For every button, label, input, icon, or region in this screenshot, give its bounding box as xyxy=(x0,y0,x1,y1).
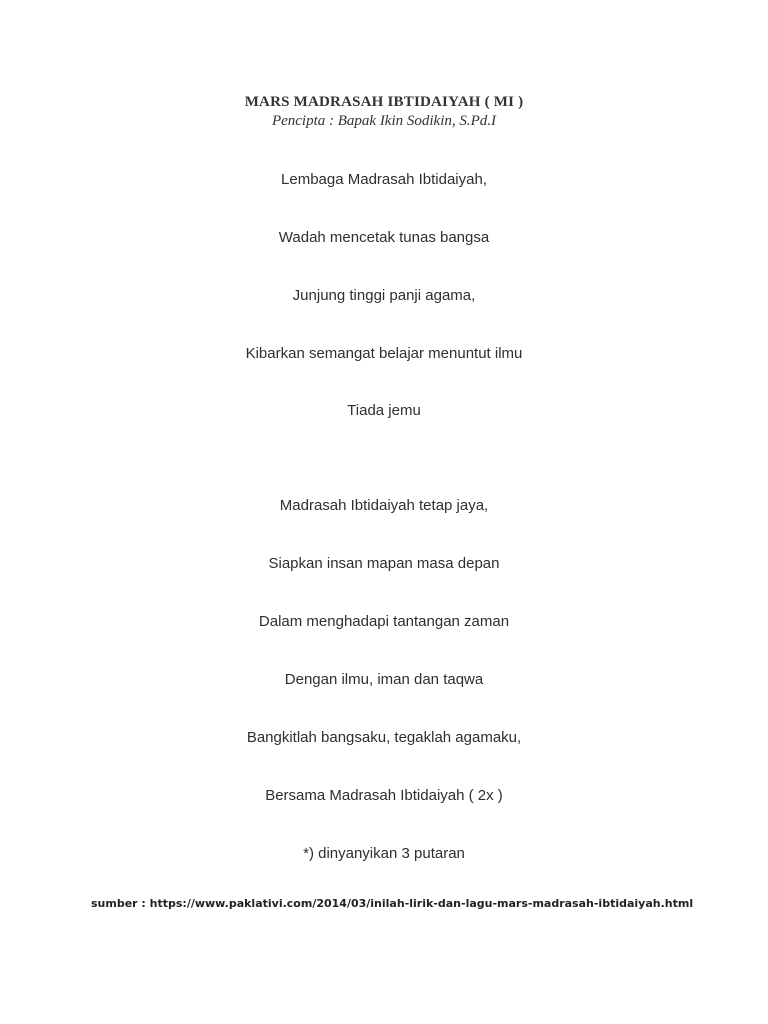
lyric-line: Lembaga Madrasah Ibtidaiyah, xyxy=(281,171,487,188)
lyric-line: Junjung tinggi panji agama, xyxy=(292,287,476,304)
lyric-line: Bersama Madrasah Ibtidaiyah ( 2x ) xyxy=(265,787,503,804)
lyric-line: Dalam menghadapi tantangan zaman xyxy=(258,613,510,630)
lyric-line: *) dinyanyikan 3 putaran xyxy=(303,845,465,862)
lyric-line: Tiada jemu xyxy=(347,402,421,419)
lyric-line: Bangkitlah bangsaku, tegaklah agamaku, xyxy=(246,729,522,746)
song-title: MARS MADRASAH IBTIDAIYAH ( MI ) xyxy=(244,94,524,110)
lyric-line: Siapkan insan mapan masa depan xyxy=(268,555,500,572)
lyric-line: Madrasah Ibtidaiyah tetap jaya, xyxy=(279,497,489,514)
source-note: sumber : https://www.paklativi.com/2014/03/inilah-lirik-dan-lagu-mars-madrasah-ibtidaiyah.html xyxy=(91,897,694,910)
lyric-line: Dengan ilmu, iman dan taqwa xyxy=(284,671,484,688)
lyric-line: Wadah mencetak tunas bangsa xyxy=(278,229,490,246)
lyric-line: Kibarkan semangat belajar menuntut ilmu xyxy=(245,345,523,362)
song-author: Pencipta : Bapak Ikin Sodikin, S.Pd.I xyxy=(271,113,497,129)
